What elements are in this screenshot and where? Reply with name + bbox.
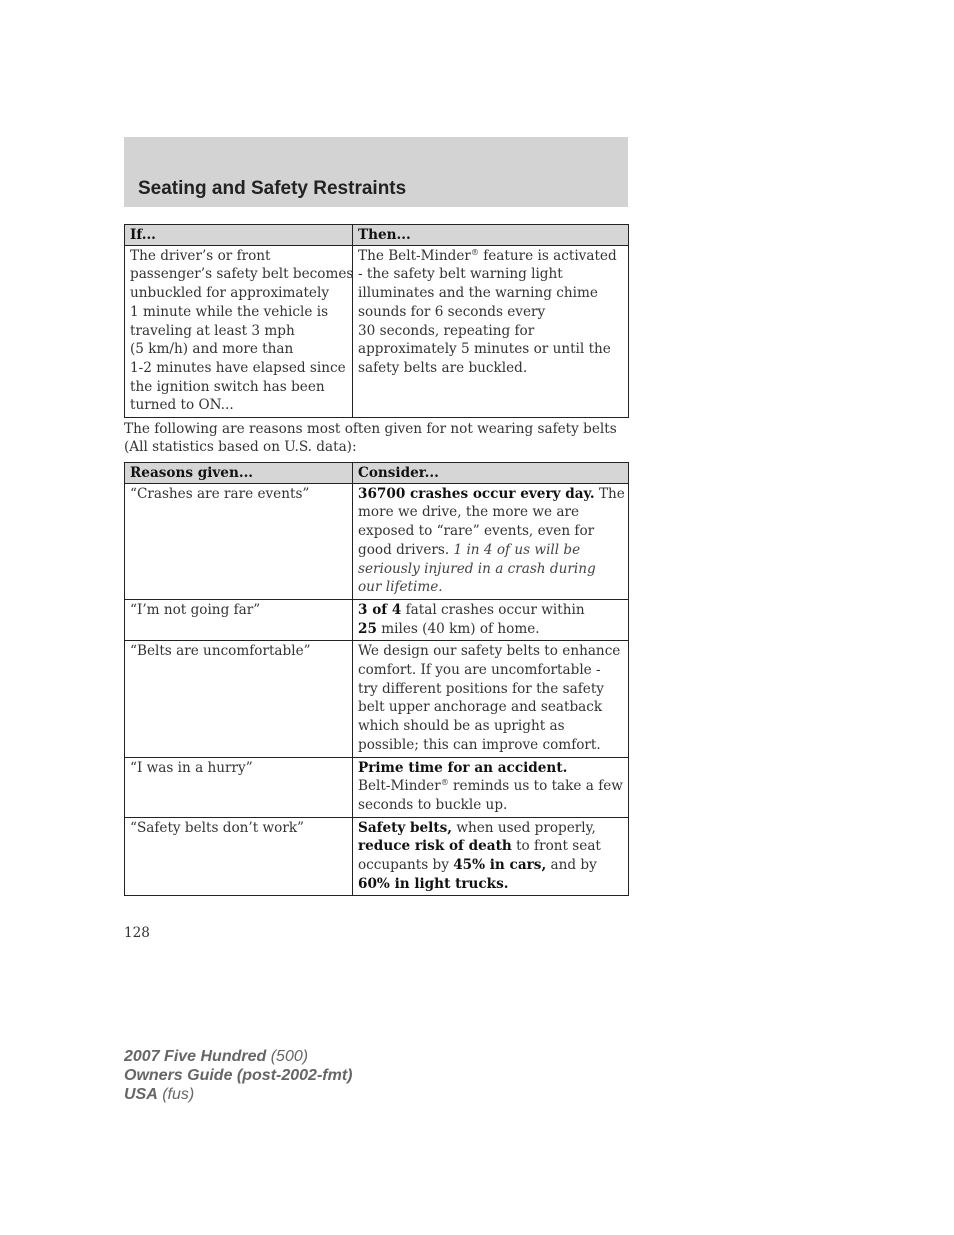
reason-cell: “Safety belts don’t work” <box>125 817 353 896</box>
consider-cell: We design our safety belts to enhance comfort. If you are uncomfortable - try different positions for the safety belt upper anchorage and seatback which should be as upright as possible; this can improve comfort. <box>353 641 629 757</box>
consider-cell: 36700 crashes occur every day. The more we drive, the more we are exposed to “rare” events, even for good drivers. 1 in 4 of us will be seriously injured in a crash during our lifetime. <box>353 483 629 599</box>
column-header-if: If... <box>125 225 353 246</box>
column-header-reasons: Reasons given... <box>125 463 353 484</box>
reason-cell: “I’m not going far” <box>125 599 353 640</box>
reason-cell: “Crashes are rare events” <box>125 483 353 599</box>
if-condition-cell: The driver’s or front passenger’s safety belt becomes unbuckled for approximately 1 minute while the vehicle is traveling at least 3 mph (5 km/h) and more than 1-2 minutes have elapsed since the ignition switch has been turned to ON... <box>125 245 353 417</box>
reason-cell: “I was in a hurry” <box>125 757 353 817</box>
reason-cell: “Belts are uncomfortable” <box>125 641 353 757</box>
table-row <box>125 641 629 757</box>
table-row <box>125 245 629 417</box>
section-title: Seating and Safety Restraints <box>138 178 407 199</box>
then-result-cell: The Belt-Minder® feature is activated - the safety belt warning light illuminates and the warning chime sounds for 6 seconds every 30 seconds, repeating for approximately 5 minutes or until the safety belts are buckled. <box>353 245 629 417</box>
table-row <box>125 599 629 640</box>
table-row <box>125 817 629 896</box>
consider-cell: Safety belts, when used properly, reduce risk of death to front seat occupants by 45% in cars, and by 60% in light trucks. <box>353 817 629 896</box>
intro-paragraph: The following are reasons most often given for not wearing safety belts (All statistics based on U.S. data): <box>124 421 617 455</box>
page-number: 128 <box>124 925 150 941</box>
consider-cell: 3 of 4 fatal crashes occur within 25 miles (40 km) of home. <box>353 599 629 640</box>
table-header-row <box>125 463 629 484</box>
column-header-consider: Consider... <box>353 463 629 484</box>
consider-cell: Prime time for an accident. Belt-Minder® reminds us to take a few seconds to buckle up. <box>353 757 629 817</box>
document-footer: 2007 Five Hundred (500) Owners Guide (post-2002-fmt) USA (fus) <box>124 1048 353 1103</box>
reasons-table <box>124 462 629 896</box>
section-header-band <box>124 137 628 207</box>
belt-minder-table <box>124 224 629 418</box>
table-header-row <box>125 225 629 246</box>
column-header-then: Then... <box>353 225 629 246</box>
table-row <box>125 483 629 599</box>
table-row <box>125 757 629 817</box>
